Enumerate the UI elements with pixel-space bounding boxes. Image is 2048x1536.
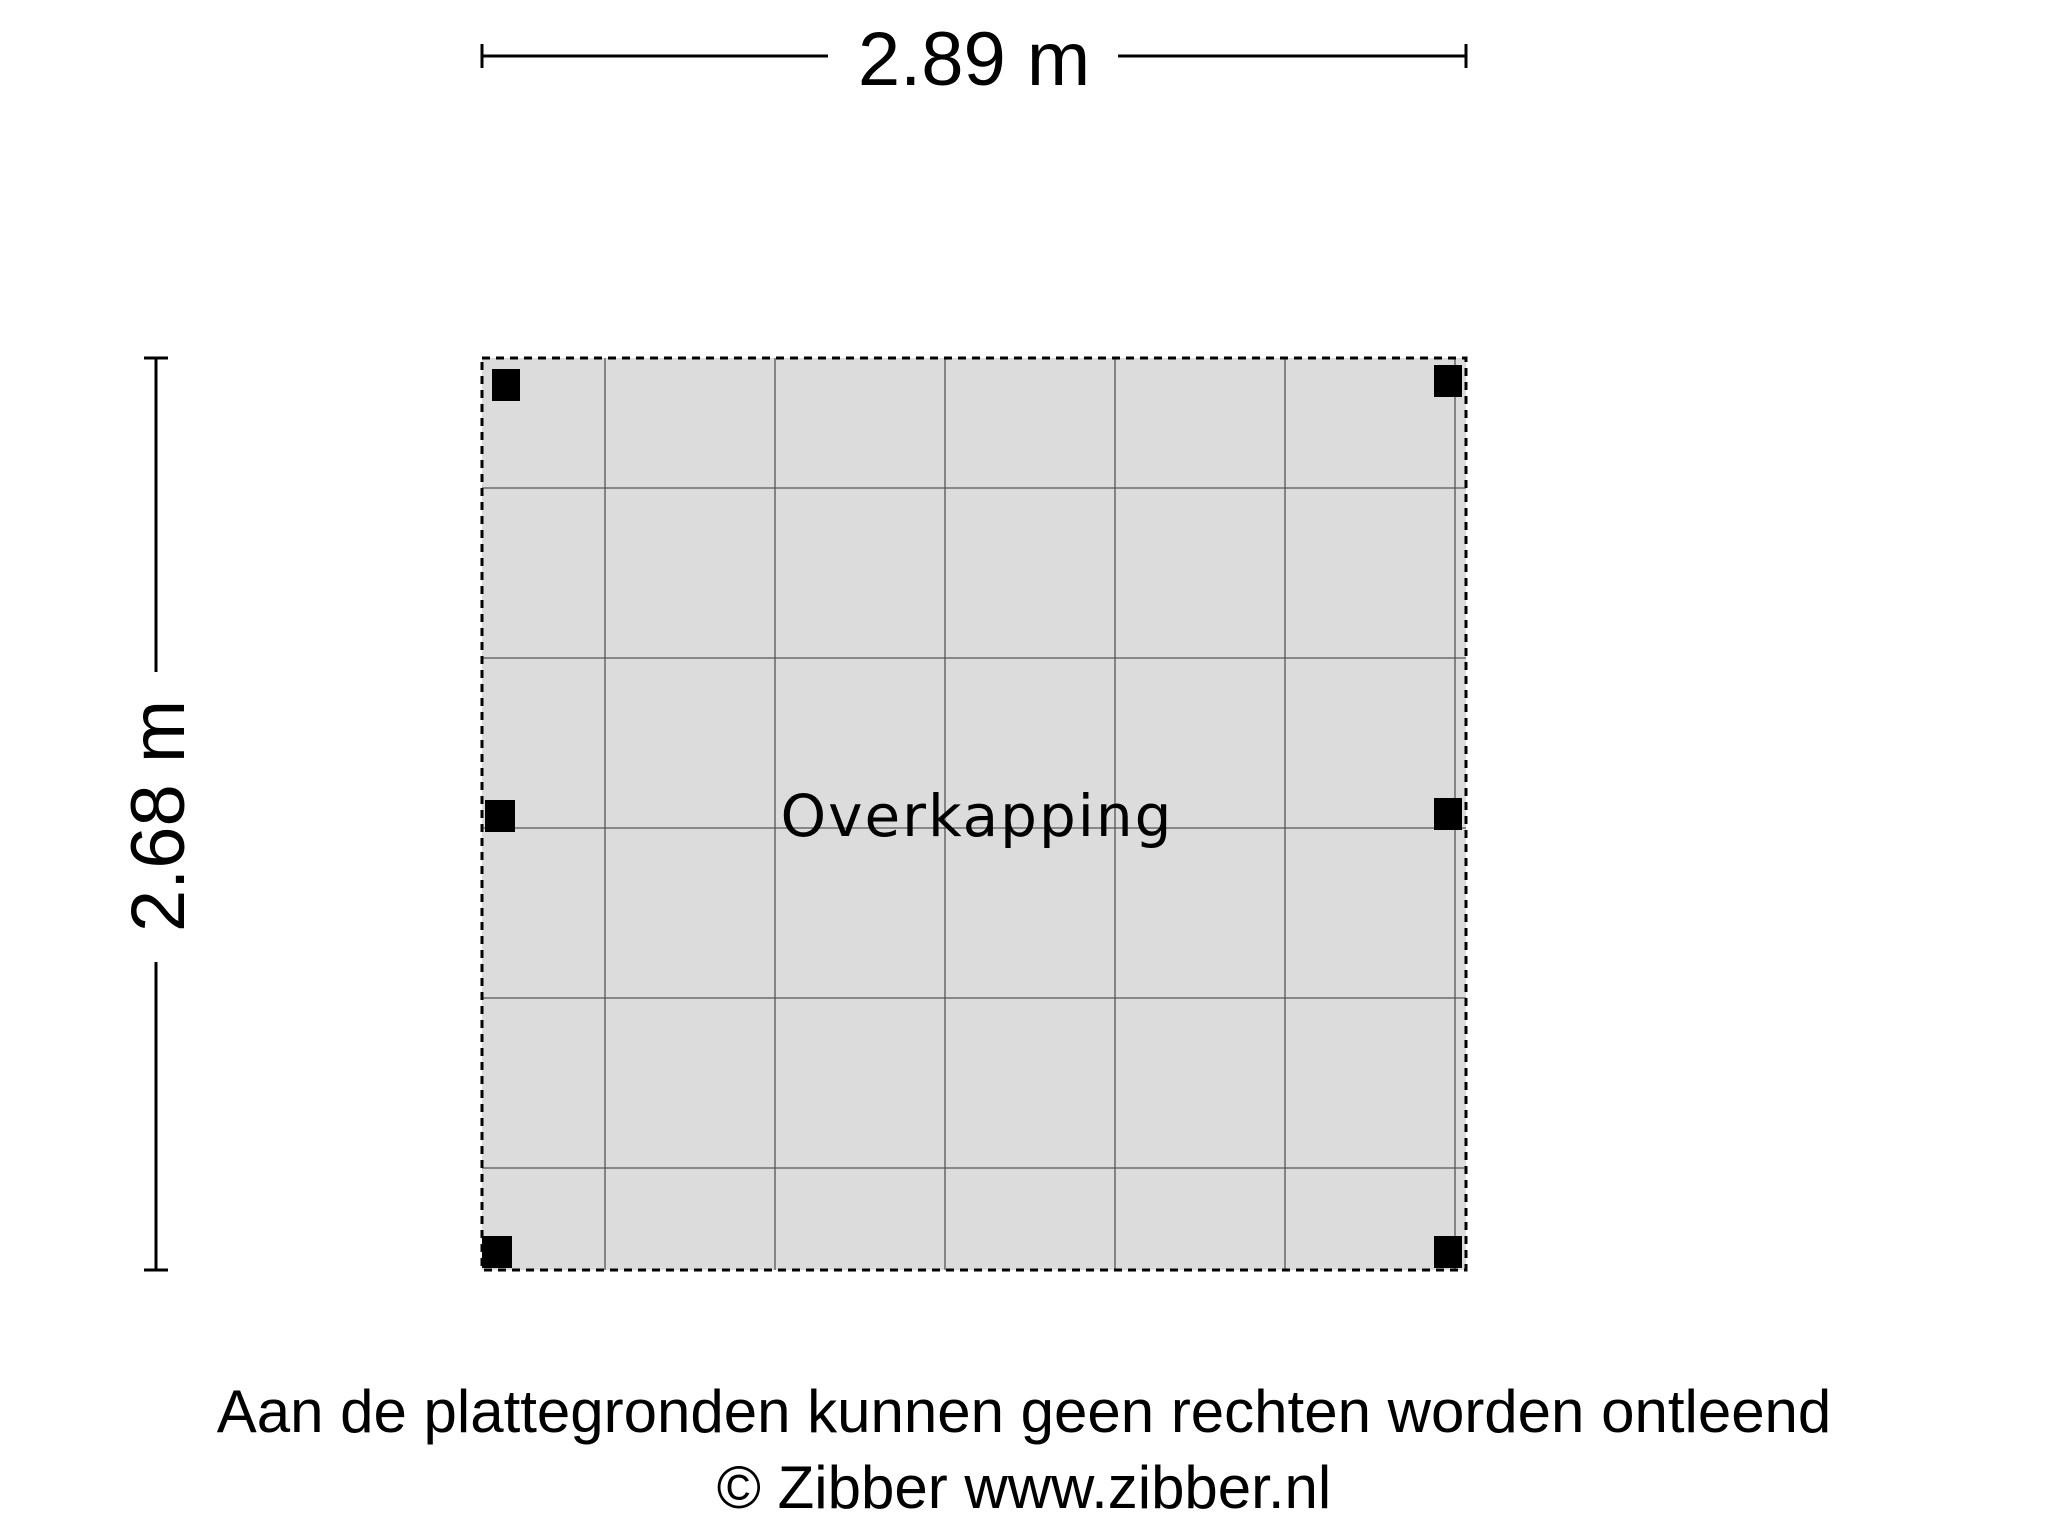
room-overkapping (482, 358, 1466, 1270)
square-post-icon (1434, 798, 1462, 830)
square-post-icon (485, 800, 515, 832)
footer-copyright: © Zibber www.zibber.nl (716, 1454, 1332, 1521)
height-dimension-label: 2.68 m (116, 699, 201, 933)
footer-disclaimer: Aan de plattegronden kunnen geen rechten worden ontleend (216, 1378, 1832, 1445)
square-post-icon (1434, 1236, 1462, 1268)
width-dimension-label: 2.89 m (857, 17, 1091, 102)
square-post-icon (1434, 365, 1462, 397)
square-post-icon (482, 1236, 512, 1268)
room-name-label: Overkapping (780, 782, 1174, 850)
square-post-icon (492, 369, 520, 401)
width-dimension (482, 17, 1466, 102)
height-dimension (116, 358, 201, 1270)
